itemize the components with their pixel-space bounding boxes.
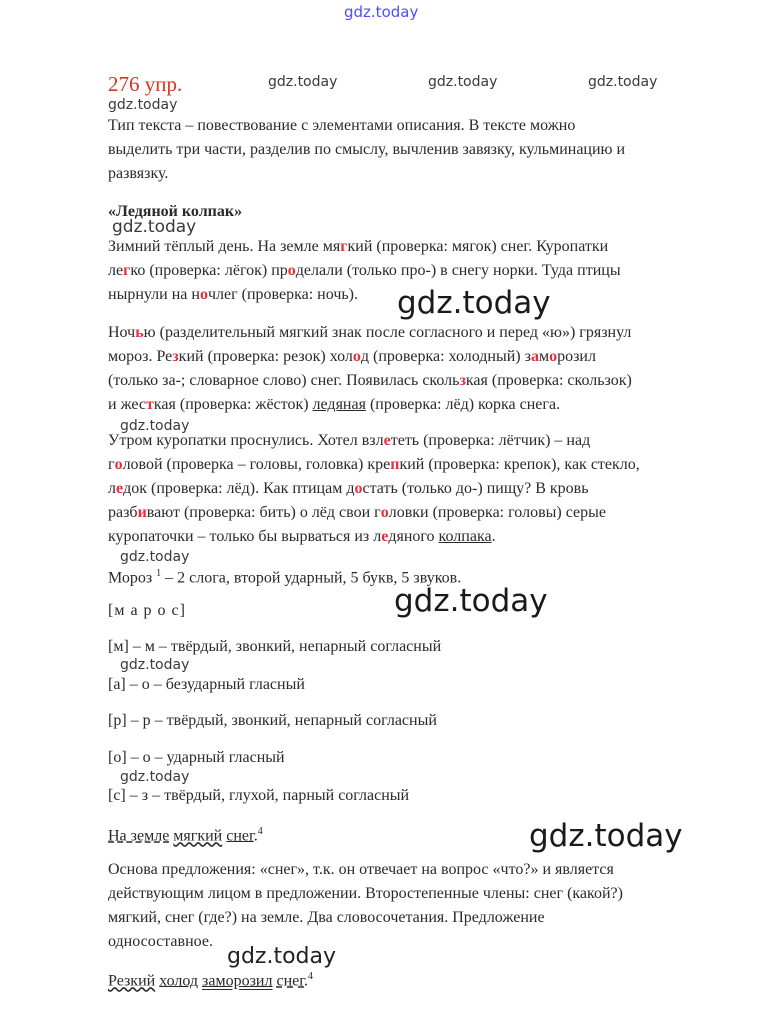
- story-line: и жесткая (проверка: жёсток) ледяная (проверка: лёд) корка снега.: [108, 396, 561, 413]
- sound-row: [о] – о – ударный гласный: [108, 749, 285, 766]
- adverbial: На земле: [108, 827, 170, 845]
- story-line: (только за-; словарное слово) снег. Появилась скользкая (проверка: скользок): [108, 372, 632, 389]
- word-ledyanaya: ледяная: [312, 396, 366, 413]
- watermark: gdz.today: [108, 97, 178, 113]
- subject: снег: [226, 827, 254, 845]
- attribute: Резкий: [108, 972, 156, 990]
- story-line: Утром куропатки проснулись. Хотел взлететь (проверка: лётчик) – над: [108, 432, 591, 449]
- watermark-top: gdz.today: [344, 3, 419, 21]
- predicate: заморозил: [202, 972, 273, 990]
- story-line: Ночью (разделительный мягкий знак после согласного и перед «ю») грязнул: [108, 324, 632, 341]
- story-line: ледок (проверка: лёд). Как птицам достать (только до-) пищу? В кровь: [108, 480, 589, 497]
- analysis-heading: Мороз $^1$ – 2 слога, второй ударный, 5 букв, 5 звуков.: [108, 568, 462, 587]
- watermark-large: gdz.today: [397, 285, 551, 321]
- explanation-line: действующим лицом в предложении. Второстепенные члены: снег (какой?): [108, 885, 623, 902]
- watermark: gdz.today: [268, 74, 338, 90]
- watermark-large: gdz.today: [394, 583, 548, 619]
- attribute: мягкий: [173, 827, 223, 845]
- sentence-parse: На земле мягкий снег.$^4$: [108, 826, 263, 845]
- sound-row: [м] – м – твёрдый, звонкий, непарный согласный: [108, 638, 442, 655]
- subject: холод: [159, 972, 199, 990]
- explanation-line: мягкий, снег (где?) на земле. Два словосочетания. Предложение: [108, 909, 545, 926]
- watermark: gdz.today: [112, 217, 197, 237]
- sound-row: [с] – з – твёрдый, глухой, парный согласный: [108, 787, 410, 804]
- sound-row: [а] – о – безударный гласный: [108, 676, 305, 693]
- watermark: gdz.today: [227, 944, 337, 969]
- intro-line: выделить три части, разделив по смыслу, вычленив завязку, кульминацию и: [108, 141, 626, 158]
- story-line: головой (проверка – головы, головка) крепкий (проверка: крепок), как стекло,: [108, 456, 640, 473]
- object: снег: [276, 972, 304, 990]
- word-kolpaka: колпака: [438, 528, 492, 545]
- explanation-line: односоставное.: [108, 933, 213, 950]
- transcription: [м а р о с]: [108, 602, 186, 619]
- story-line: разбивают (проверка: бить) о лёд свои головки (проверка: головы) серые: [108, 504, 606, 521]
- watermark: gdz.today: [428, 74, 498, 90]
- watermark: gdz.today: [120, 549, 190, 565]
- story-line: Зимний тёплый день. На земле мягкий (проверка: мягок) снег. Куропатки: [108, 238, 609, 255]
- watermark: gdz.today: [588, 74, 658, 90]
- story-line: мороз. Резкий (проверка: резок) холод (проверка: холодный) заморозил: [108, 348, 596, 365]
- explanation-line: Основа предложения: «снег», т.к. он отвечает на вопрос «что?» и является: [108, 861, 614, 878]
- story-title: «Ледяной колпак»: [108, 203, 243, 220]
- watermark: gdz.today: [120, 657, 190, 673]
- story-line: легко (проверка: лёгок) проделали (только про-) в снегу норки. Туда птицы: [108, 262, 621, 279]
- watermark: gdz.today: [120, 769, 190, 785]
- intro-line: развязку.: [108, 165, 169, 182]
- exercise-number: 276 упр.: [108, 72, 183, 96]
- story-line: нырнули на ночлег (проверка: ночь).: [108, 286, 358, 303]
- sound-row: [р] – р – твёрдый, звонкий, непарный согласный: [108, 712, 437, 729]
- sentence-parse: Резкий холод заморозил снег.$^4$: [108, 971, 313, 990]
- watermark-large: gdz.today: [529, 818, 683, 854]
- intro-line: Тип текста – повествование с элементами описания. В тексте можно: [108, 117, 576, 134]
- story-line: куропаточки – только бы вырваться из ледяного колпака.: [108, 528, 496, 545]
- watermark: gdz.today: [120, 418, 190, 434]
